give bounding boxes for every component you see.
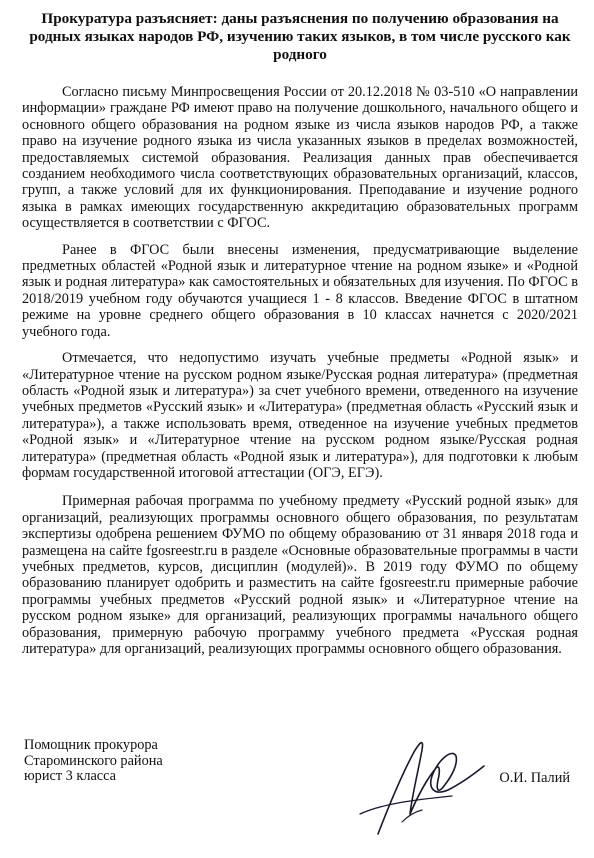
handwritten-signature [342,716,492,846]
signature-block [24,738,578,848]
signer-name: О.И. Палий [499,770,570,786]
signer-position-line-3: юрист 3 класса [24,768,117,784]
document-page [22,10,578,850]
document-body [22,84,578,657]
paragraph-4: Примерная рабочая программа по учебному предмету «Русский родной язык» для организаций, реализующих программы основного общего образования, по результатам экспертизы одобрена решением ФУМО по общему образованию от 31 января 2018 года и размещена на сайте fgosreestr.ru в разделе «Основные образовательные программы в части учебных предметов, курсов, дисциплин (модулей)». В 2019 году ФУМО по общему образованию планирует одобрить и разместить на сайте fgosreestr.ru примерные рабочие программы учебных предметов «Русский родной язык» и «Литературное чтение на русском родном языке» для организаций, реализующих программы начального общего образования, примерную рабочую программу учебного предмета «Русская родная литература» для организаций, реализующих программы основного общего образования. [22,493,578,657]
paragraph-1: Согласно письму Минпросвещения России от 20.12.2018 № 03-510 «О направлении информации» граждане РФ имеют право на получение дошкольного, начального общего и основного общего образования на родном языке из числа языков народов РФ, а также право на изучение родного языка из числа указанных языков в пределах возможностей, предоставляемых системой образования. Реализация данных прав обеспечивается созданием необходимого числа соответствующих образовательных организаций, классов, групп, а также условий для их функционирования. Преподавание и изучение родного языка в рамках имеющих государственную аккредитацию образовательных программ осуществляется в соответствии с ФГОС. [22,84,578,232]
signer-position-line-1: Помощник прокурора [24,737,158,753]
document-title: Прокуратура разъясняет: даны разъяснения по получению образования на родных языках народов РФ, изучению таких языков, в том числе русского как родного [29,10,571,63]
signer-position-line-2: Староминского района [24,752,163,769]
signer-position [24,738,578,785]
paragraph-3: Отмечается, что недопустимо изучать учебные предметы «Родной язык» и «Литературное чтение на русском родном языке/Русская родная литература» (предметная область «Родной язык и литература») за счет учебного времени, отведенного на изучение учебных предметов «Русский язык» и «Литература» (предметная область «Русский язык и литература»), а также использовать время, отведенное на изучение учебных предметов «Родной язык» и «Литературное чтение на русском родном языке/Русская родная литература» (предметная область «Родной язык и литература»), для подготовки к любым формам государственной итоговой аттестации (ОГЭ, ЕГЭ). [22,350,578,481]
paragraph-2: Ранее в ФГОС были внесены изменения, предусматривающие выделение предметных областей «Родной язык и литературное чтение на родном языке» и «Родной язык и родная литература» как самостоятельных и обязательных для изучения. По ФГОС в 2018/2019 учебном году обучаются учащиеся 1 - 8 классов. Введение ФГОС в штатном режиме на уровне среднего общего образования в 10 классах начнется с 2020/2021 учебного года. [22,241,578,340]
